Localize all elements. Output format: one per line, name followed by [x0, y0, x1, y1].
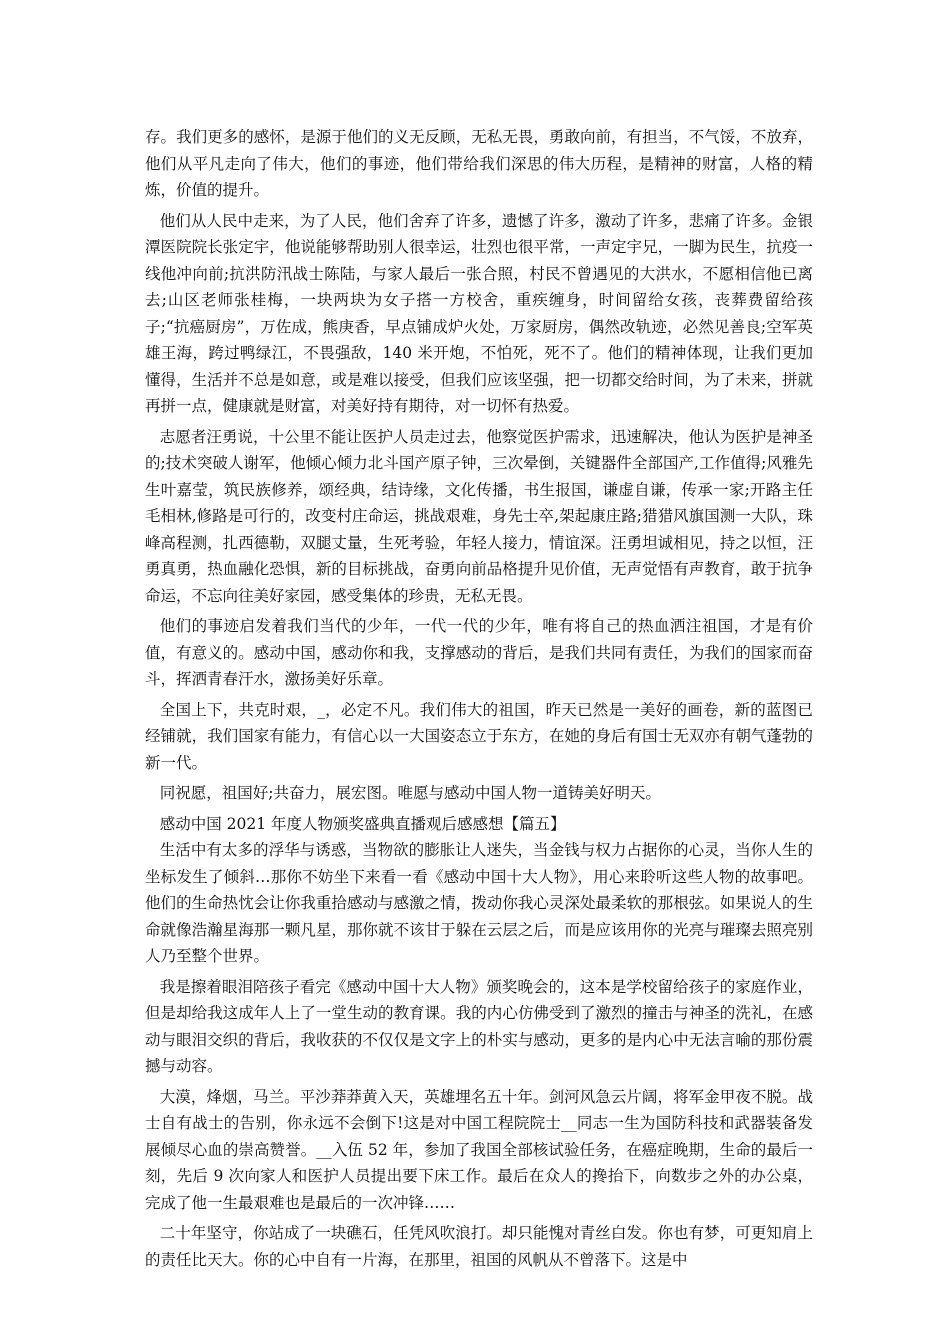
paragraph-10: 大漠，烽烟，马兰。平沙莽莽黄入天，英雄埋名五十年。剑河风急云片阔，将军金甲夜不脱。战士自有战士的告别，你永远不会倒下!这是对中国工程院院士__同志一生为国防科技和武器装备发展倾尽心血的崇高赞誉。__入伍 52 年，参加了我国全部核试验任务，在癌症晚期，生命的最后一刻，先后 9 次向家人和医护人员提出要下床工作。最后在众人的搀抬下，向数步之外的办公桌，完成了他一生最艰难也是最后的一次冲锋…… — [145, 1087, 813, 1212]
paragraph-6: 同祝愿，祖国好;共奋力，展宏图。唯愿与感动中国人物一道铸美好明天。 — [159, 784, 661, 802]
paragraph-8: 生活中有太多的浮华与诱惑，当物欲的膨胀让人迷失，当金钱与权力占据你的心灵，当你人生的坐标发生了倾斜…那你不妨坐下来看一看《感动中国十大人物》，用心来聆听这些人物的故事吧。他们的生命热忱会让你我重拾感动与感激之情，拨动你我心灵深处最柔软的那根弦。如果说人的生命就像浩瀚星海那一颗凡星，那你就不该甘于躲在云层之后，而是应该用你的光亮与璀璨去照亮别人乃至整个世界。 — [145, 841, 813, 965]
section-heading: 感动中国 2021 年度人物颁奖盛典直播观后感感想【篇五】 — [159, 814, 566, 833]
paragraph-2: 他们从人民中走来，为了人民，他们舍弃了许多，遗憾了许多，激动了许多，悲痛了许多。金银潭医院院长张定宇，他说能够帮助别人很幸运，壮烈也很平常，一声定宇兄，一脚为民生，抗疫一线他冲向前;抗洪防汛战士陈陆，与家人最后一张合照，村民不曾遇见的大洪水，不愿相信他已离去;山区老师张桂梅，一块两块为女子搭一方校舍，重疾缠身，时间留给女孩，丧葬费留给孩子;“抗癌厨房”，万佐成，熊庚香，早点铺成炉火处，万家厨房，偶然改轨迹，必然见善良;空军英雄王海，跨过鸭绿江，不畏强敌，140 米开炮，不怕死，死不了。他们的精神体现，让我们更加懂得，生活并不总是如意，或是难以接受，但我们应该坚强，把一切都交给时间，为了未来，拼就再拼一点，健康就是财富，对美好持有期待，对一切怀有热爱。 — [145, 211, 813, 415]
document-body — [145, 124, 813, 1277]
paragraph-3: 志愿者汪勇说，十公里不能让医护人员走过去，他察觉医护需求，迅速解决，他认为医护是神圣的;技术突破人谢军，他倾心倾力北斗国产原子钟，三次晕倒，关键器件全部国产,工作值得;风雅先生叶嘉莹，筑民族修养，颂经典，结诗缘，文化传播，书生报国，谦虚自谦，传承一家;开路主任毛相林,修路是可行的，改变村庄命运，挑战艰难，身先士卒,架起康庄路;猎猎风旗国测一大队，珠峰高程测，扎西德勒，双腿丈量，生死考验，年轻人接力，情谊深。汪勇坦诚相见，持之以恒，汪勇真勇，热血融化恐惧，新的目标挑战，奋勇向前品格提升见价值，无声觉悟有声教育，敢于抗争命运，不忘向往美好家园，感受集体的珍贵，无私无畏。 — [145, 427, 813, 605]
paragraph-5: 全国上下，共克时艰，_，必定不凡。我们伟大的祖国，昨天已然是一美好的画卷，新的蓝图已经铺就，我们国家有能力，有信心以一大国姿态立于东方，在她的身后有国士无双亦有朝气蓬勃的新一代。 — [145, 700, 813, 772]
paragraph-4: 他们的事迹启发着我们当代的少年，一代一代的少年，唯有将自己的热血洒注祖国，才是有价值，有意义的。感动中国，感动你和我，支撑感动的背后，是我们共同有责任，为我们的国家而奋斗，挥洒青春汗水，激扬美好乐章。 — [145, 617, 813, 688]
paragraph-9: 我是擦着眼泪陪孩子看完《感动中国十大人物》颁奖晚会的，这本是学校留给孩子的家庭作业，但是却给我这成年人上了一堂生动的教育课。我的内心仿佛受到了激烈的撞击与神圣的洗礼，在感动与眼泪交织的背后，我收获的不仅仅是文字上的朴实与感动，更多的是内心中无法言喻的那份震撼与动容。 — [145, 977, 813, 1075]
paragraph-11: 二十年坚守，你站成了一块礁石，任凭风吹浪打。却只能愧对青丝白发。你也有梦，可更知肩上的责任比天大。你的心中自有一片海，在那里，祖国的风帆从不曾落下。这是中 — [145, 1224, 813, 1269]
paragraph-1: 存。我们更多的感怀，是源于他们的义无反顾，无私无畏，勇敢向前，有担当，不气馁，不放弃，他们从平凡走向了伟大，他们的事迹，他们带给我们深思的伟大历程，是精神的财富，人格的精炼，价值的提升。 — [145, 128, 813, 199]
